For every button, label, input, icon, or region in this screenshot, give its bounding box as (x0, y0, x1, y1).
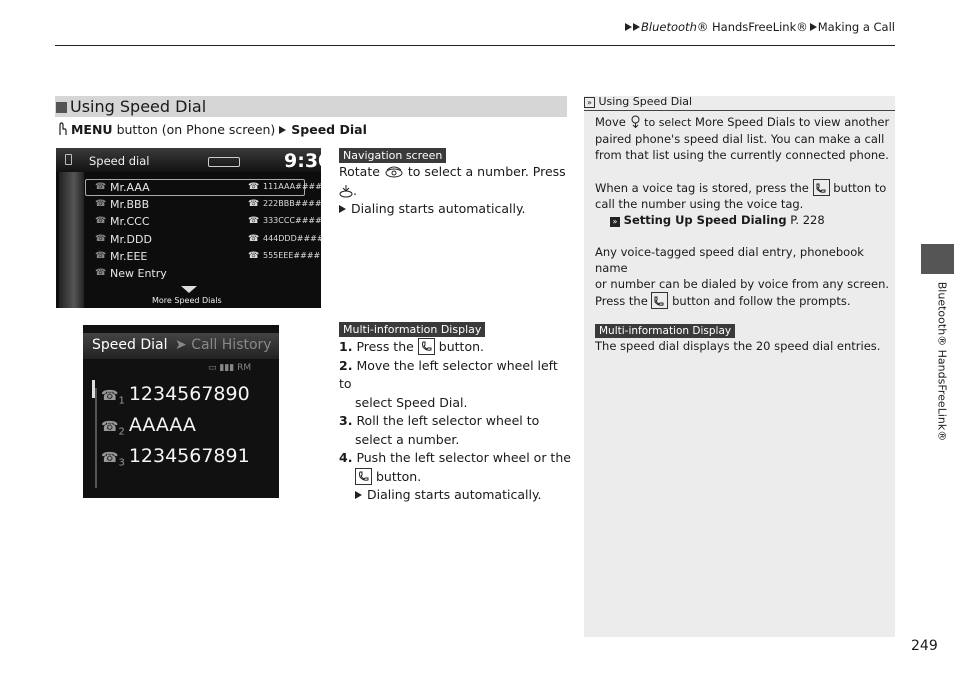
sidebar-paragraph-4: The speed dial displays the 20 speed dial entries. (595, 339, 881, 353)
chapter-tab-text: Bluetooth® HandsFreeLink® (935, 281, 949, 442)
speed-dial-entry (85, 249, 332, 265)
step-text: select a number. (355, 431, 460, 447)
sidebar-text: When a voice tag is stored, press the (595, 181, 809, 195)
battery-icon (208, 157, 240, 167)
nav-clock: 9:30 (284, 150, 332, 172)
step-number: 1. (339, 339, 353, 354)
step-text: button. (375, 468, 422, 484)
breadcrumb-page: Making a Call (817, 20, 895, 34)
sidebar-text: call the number using the voice tag. (595, 197, 804, 211)
phone-icon: ☎ (101, 419, 119, 435)
breadcrumb-handsfreelink: ® HandsFreeLink® (696, 20, 808, 34)
phone-icon: ☎ (95, 216, 107, 226)
phone-icon: ☎ (95, 199, 107, 209)
arrow-icon (355, 491, 362, 499)
menu-key: MENU (70, 122, 113, 137)
entry-number: 333CCC#### (263, 216, 322, 225)
phone-icon: ☎ (95, 234, 107, 244)
step-4 (339, 449, 574, 505)
sidebar-text: or number can be dialed by voice from any screen. (595, 277, 890, 291)
mid-speed-dial-row (101, 414, 196, 438)
section-title: Using Speed Dial (70, 97, 207, 116)
hand-pointer-icon (56, 122, 67, 136)
cross-reference-page: P. 228 (790, 213, 825, 227)
speed-dial-entry (85, 232, 332, 248)
row-value: 1234567891 (128, 445, 250, 467)
row-index: 1 (118, 395, 125, 407)
chevron-right-icon: ➤ (175, 337, 187, 353)
entry-number: 222BBB#### (263, 199, 322, 208)
phone-icon: ☎ (95, 251, 107, 261)
entry-name: Mr.CCC (110, 215, 150, 228)
cross-reference-link[interactable]: Setting Up Speed Dialing (623, 213, 787, 227)
rotate-knob-icon (384, 165, 404, 178)
interface-dial-icon (630, 115, 641, 128)
step-number: 4. (339, 450, 353, 465)
navigation-instructions (339, 163, 569, 219)
sidebar-text: Move (595, 115, 626, 129)
sidebar-paragraph-2 (595, 179, 890, 228)
step-number: 2. (339, 357, 353, 373)
chapter-tab-label (932, 280, 949, 450)
step-text: Move the left selector wheel left to (339, 357, 558, 391)
sidebar-text-more-speed-dials: More Speed Dials (695, 115, 796, 129)
entry-name: Mr.DDD (110, 233, 152, 246)
badge-text: Multi-information Display (595, 324, 735, 338)
mid-speed-dial-row (101, 445, 250, 469)
entry-number: 444DDD#### (263, 234, 324, 243)
nav-step-text: to select a number. Press (407, 164, 566, 179)
mid-badge (339, 321, 485, 336)
talk-button-icon (651, 292, 668, 309)
sidebar-mid-badge (595, 322, 890, 338)
step-3 (339, 412, 574, 449)
menu-instruction (56, 122, 367, 137)
add-contact-icon: ☎ (95, 268, 107, 278)
battery-icon: ▭ (208, 363, 217, 373)
entry-number: 555EEE#### (263, 251, 321, 260)
arrow-icon (633, 23, 640, 31)
row-value: 1234567890 (128, 383, 250, 405)
talk-button-icon (355, 468, 372, 485)
phone-icon: ☎ (248, 234, 260, 244)
sidebar-text: button to (833, 181, 887, 195)
mid-instructions (339, 338, 574, 505)
sidebar-paragraph-3 (595, 244, 890, 309)
nav-step-text: Dialing starts automatically. (350, 201, 526, 216)
arrow-icon (810, 23, 817, 31)
step-text: button. (438, 339, 484, 354)
sidebar-text: to view another (798, 115, 890, 129)
sidebar-body (595, 114, 890, 354)
arrow-icon (339, 205, 346, 213)
speed-dial-entry (85, 197, 332, 213)
navigation-badge (339, 147, 446, 162)
mid-speed-dial-row (101, 383, 250, 407)
step-text: Dialing starts automatically. (366, 487, 542, 502)
breadcrumb-bluetooth: Bluetooth (641, 20, 697, 34)
mid-tab-call-history (175, 337, 272, 353)
link-arrow-icon: » (610, 217, 620, 227)
arrow-icon (625, 23, 632, 31)
speed-dial-entry (85, 214, 332, 230)
phone-icon: ☎ (248, 251, 260, 261)
entry-name: Mr.EEE (110, 250, 148, 263)
nav-screen-title: Speed dial (89, 154, 150, 168)
sidebar-text: Press the (595, 294, 648, 308)
phone-icon: ☎ (95, 182, 107, 192)
phone-icon: ☎ (248, 199, 260, 209)
sidebar-heading (584, 95, 895, 111)
talk-button-icon (813, 179, 830, 196)
step-text: Roll the left selector wheel to (356, 413, 540, 428)
multi-information-display-image (83, 325, 279, 498)
step-text: Press the (356, 339, 414, 354)
badge-text: Multi-information Display (339, 322, 485, 337)
press-knob-icon (339, 184, 353, 198)
sidebar-text: from that list using the currently connected phone. (595, 148, 889, 162)
header-rule (55, 45, 895, 46)
step-2 (339, 357, 574, 413)
menu-target: Speed Dial (291, 122, 367, 137)
row-value: AAAAA (128, 414, 196, 436)
step-1 (339, 338, 574, 357)
phone-icon: ☎ (248, 216, 260, 226)
page-number: 249 (911, 638, 938, 654)
menu-context: button (on Phone screen) (116, 122, 276, 137)
step-text: select (355, 394, 393, 410)
arrow-icon (279, 126, 286, 134)
chevron-down-icon (181, 286, 197, 293)
sidebar-paragraph-1 (595, 114, 890, 163)
phone-icon: ☎ (248, 182, 260, 192)
nav-dial-graphic (59, 172, 84, 308)
speed-dial-entry (85, 266, 332, 282)
phone-icon (65, 154, 72, 165)
mid-tab-call-history-label: Call History (191, 337, 272, 353)
step-text: . (463, 394, 468, 410)
nav-step-text: Rotate (339, 164, 380, 179)
mid-scroll-rail (95, 388, 97, 488)
step-number: 3. (339, 413, 353, 428)
signal-label: RM (237, 363, 252, 373)
sidebar-text: Any voice-tagged speed dial entry, phonebook name (595, 245, 864, 275)
cross-reference[interactable] (595, 213, 825, 227)
mid-tab-speed-dial: Speed Dial (92, 337, 168, 353)
mid-status-bar (208, 363, 251, 373)
row-index: 2 (118, 426, 125, 438)
badge-text: Navigation screen (339, 148, 446, 163)
entry-name: New Entry (110, 267, 167, 280)
entry-name: Mr.BBB (110, 198, 150, 211)
breadcrumb (540, 20, 895, 34)
entry-name: Mr.AAA (110, 181, 150, 194)
sidebar-text: button and follow the prompts. (672, 294, 851, 308)
more-speed-dials-label: More Speed Dials (152, 296, 222, 305)
note-icon: » (584, 97, 595, 108)
nav-step-text: . (353, 182, 357, 198)
square-bullet-icon (56, 102, 67, 113)
speed-dial-entry (85, 180, 332, 196)
section-heading (55, 96, 567, 117)
row-index: 3 (118, 457, 125, 469)
entry-number: 111AAA#### (263, 182, 322, 191)
sidebar-text: to select (644, 116, 692, 129)
chapter-tab (921, 244, 954, 274)
signal-icon: ▮▮▮ (219, 363, 235, 373)
step-text-speed-dial: Speed Dial (396, 394, 464, 410)
phone-icon: ☎ (101, 388, 119, 404)
phone-icon: ☎ (101, 450, 119, 466)
step-text: Push the left selector wheel or the (356, 450, 571, 465)
sidebar-heading-text: Using Speed Dial (598, 95, 693, 108)
talk-button-icon (418, 338, 435, 355)
sidebar-text: paired phone's speed dial list. You can make a call (595, 132, 885, 146)
